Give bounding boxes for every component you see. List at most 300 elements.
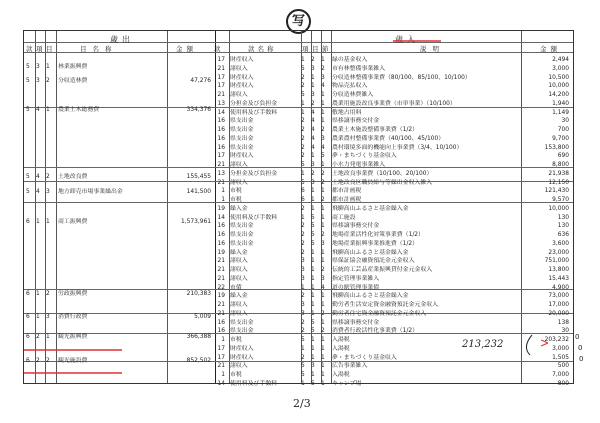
revenue-setsu: 1	[321, 92, 325, 98]
revenue-name: 県支出金	[230, 223, 254, 230]
revenue-name: 財産収入	[230, 354, 254, 361]
revenue-kan: 21	[217, 363, 225, 370]
revenue-moku: 5	[311, 214, 315, 221]
revenue-moku: 4	[311, 135, 315, 142]
revenue-setsu: 5	[321, 153, 325, 160]
revenue-kan: 16	[217, 135, 225, 142]
revenue-desc: 広告事業雑入	[332, 363, 368, 370]
revenue-name: 諸収入	[230, 310, 248, 317]
revenue-kan: 13	[217, 100, 225, 107]
revenue-name: 使用料及び手数料	[230, 380, 278, 387]
revenue-kou: 3	[301, 267, 305, 273]
revenue-setsu: 1	[321, 100, 325, 107]
revenue-kan: 21	[217, 267, 225, 273]
revenue-kan: 16	[217, 223, 225, 230]
revenue-name: 市税	[230, 197, 242, 203]
revenue-kan: 14	[217, 109, 225, 116]
revenue-kan: 19	[217, 249, 225, 256]
revenue-setsu: 1	[321, 345, 325, 352]
revenue-header: 歳入	[395, 35, 419, 44]
revenue-name: 県支出金	[230, 135, 254, 142]
revenue-kou: 3	[301, 302, 305, 308]
revenue-kou: 6	[301, 188, 305, 195]
revenue-name: 市税	[230, 188, 242, 195]
revenue-kou: 2	[301, 83, 305, 90]
revenue-kou: 5	[301, 337, 305, 343]
revenue-name: 財産収入	[230, 83, 254, 90]
revenue-moku: 1	[311, 302, 315, 308]
revenue-amount: 3,600	[552, 240, 569, 247]
revenue-moku: 4	[311, 144, 315, 151]
expenditure-moku: 1	[46, 219, 50, 225]
expenditure-moku: 2	[46, 174, 50, 180]
svg-text:0: 0	[579, 355, 584, 363]
expenditure-amount: 5,009	[194, 314, 211, 320]
revenue-kan: 16	[217, 319, 225, 326]
revenue-desc: 土地改良区職員給与等繰出金収入雑入	[332, 179, 433, 186]
expenditure-amount: 47,276	[190, 78, 211, 84]
revenue-moku: 1	[311, 188, 315, 195]
revenue-setsu: 2	[321, 197, 325, 203]
revenue-kou: 5	[301, 372, 305, 378]
revenue-name: 市税	[230, 337, 242, 343]
header-kou-rev: 項	[302, 45, 309, 53]
revenue-kan: 1	[221, 188, 225, 195]
revenue-desc: 農業土木施設整備事業費（1/2）	[332, 127, 419, 133]
revenue-kan: 16	[217, 328, 225, 335]
revenue-name: 県支出金	[230, 144, 254, 151]
revenue-moku: 1	[311, 153, 315, 160]
revenue-desc: 分収造林費雑入	[332, 92, 374, 98]
revenue-kou: 1	[301, 100, 305, 107]
revenue-kan: 1	[221, 372, 225, 378]
revenue-kou: 2	[301, 135, 305, 142]
expenditure-kan: 6	[26, 358, 30, 364]
revenue-name: 財産収入	[230, 57, 254, 63]
revenue-desc: 地場産業振興事業推進費（1/2）	[332, 240, 419, 247]
revenue-moku: 5	[311, 319, 315, 326]
revenue-moku: 2	[311, 57, 315, 63]
revenue-desc: キャンプ場	[332, 380, 362, 387]
revenue-kou: 2	[301, 118, 305, 125]
revenue-name: 財産収入	[230, 345, 254, 352]
expenditure-name: 林業振興費	[58, 64, 88, 70]
revenue-kou: 3	[301, 258, 305, 265]
expenditure-kou: 3	[36, 78, 40, 84]
revenue-desc: 勤労者住宅資金融資預託金元金収入	[332, 310, 427, 317]
revenue-kou: 5	[301, 179, 305, 186]
revenue-setsu: 3	[321, 74, 325, 81]
revenue-amount: 800	[557, 380, 569, 387]
expenditure-kan: 6	[26, 219, 30, 225]
revenue-kan: 22	[217, 284, 225, 291]
expenditure-kan: 5	[26, 107, 30, 113]
revenue-setsu: 1	[321, 188, 325, 195]
revenue-setsu: 1	[321, 354, 325, 361]
revenue-name: 市債	[230, 284, 242, 291]
revenue-kou: 1	[301, 345, 305, 352]
revenue-amount: 14,200	[548, 92, 569, 98]
revenue-desc: 都市計画税	[332, 197, 362, 203]
revenue-name: 諸収入	[230, 162, 248, 168]
revenue-desc: 飛騨高山ふるさと基金繰入金	[332, 205, 409, 212]
expenditure-name: 分収造林費	[58, 78, 88, 84]
revenue-kou: 1	[301, 57, 305, 63]
revenue-setsu: 1	[321, 109, 325, 116]
header-kou: 項	[36, 45, 43, 53]
revenue-kan: 17	[217, 354, 225, 361]
expenditure-moku: 1	[46, 107, 50, 113]
expenditure-name: 商工振興費	[58, 219, 88, 225]
revenue-kan: 19	[217, 205, 225, 212]
revenue-setsu: 1	[321, 363, 325, 370]
revenue-kan: 17	[217, 345, 225, 352]
revenue-name: 県支出金	[230, 240, 254, 247]
revenue-setsu: 1	[321, 337, 325, 343]
expenditure-kou: 2	[36, 334, 40, 340]
expenditure-moku: 2	[46, 358, 50, 364]
expenditure-moku: 3	[46, 189, 50, 195]
revenue-kan: 13	[217, 170, 225, 177]
revenue-setsu: 1	[321, 380, 325, 387]
revenue-moku: 5	[311, 232, 315, 238]
expenditure-moku: 2	[46, 291, 50, 297]
revenue-name: 繰入金	[230, 293, 248, 300]
revenue-kan: 14	[217, 380, 225, 387]
revenue-amount: 1,505	[552, 354, 569, 361]
revenue-setsu: 1	[321, 372, 325, 378]
revenue-kou: 2	[301, 74, 305, 81]
expenditure-amount: 141,500	[186, 189, 211, 195]
revenue-amount: 73,000	[548, 293, 569, 300]
revenue-kan: 21	[217, 179, 225, 186]
revenue-moku: 4	[311, 127, 315, 133]
revenue-name: 県支出金	[230, 232, 254, 238]
revenue-amount: 9,700	[552, 135, 569, 142]
revenue-name: 諸収入	[230, 258, 248, 265]
revenue-amount: 203,232	[544, 337, 569, 343]
revenue-amount: 2,494	[552, 57, 569, 63]
revenue-kan: 17	[217, 83, 225, 90]
revenue-amount: 3,000	[552, 65, 569, 72]
revenue-setsu: 1	[321, 223, 325, 230]
revenue-setsu: 1	[321, 249, 325, 256]
header-kan-rev: 款	[214, 45, 221, 53]
revenue-desc: 商工施設	[332, 214, 356, 221]
revenue-kan: 16	[217, 144, 225, 151]
svg-text:0: 0	[575, 333, 580, 341]
revenue-setsu: 2	[321, 328, 325, 335]
revenue-setsu: 1	[321, 57, 325, 63]
revenue-amount: 8,800	[552, 162, 569, 168]
revenue-desc: 農村環境多面的機能向上事業費（3/4、10/100）	[332, 144, 463, 151]
expenditure-amount: 366,388	[186, 334, 211, 340]
revenue-moku: 1	[311, 284, 315, 291]
revenue-amount: 17,000	[548, 302, 569, 308]
revenue-amount: 20,000	[548, 310, 569, 317]
revenue-kou: 2	[301, 144, 305, 151]
revenue-amount: 10,500	[548, 74, 569, 81]
revenue-desc: 県移譲事務交付金	[332, 319, 380, 326]
revenue-name: 繰入金	[230, 249, 248, 256]
revenue-desc: 飛騨高山ふるさと基金繰入金	[332, 293, 409, 300]
expenditure-kan: 5	[26, 78, 30, 84]
revenue-moku: 1	[311, 74, 315, 81]
revenue-amount: 10,000	[548, 205, 569, 212]
revenue-desc: 都市計画税	[332, 188, 362, 195]
revenue-desc: 県移譲事務交付金	[332, 118, 380, 125]
revenue-name: 使用料及び手数料	[230, 214, 278, 221]
revenue-desc: 市有林整備事業雑入	[332, 65, 386, 72]
revenue-desc: 飛騨高山ふるさと基金繰入金	[332, 249, 409, 256]
revenue-desc: 農業農村整備事業費（40/100、45/100）	[332, 135, 445, 142]
revenue-kan: 16	[217, 127, 225, 133]
revenue-desc: 道の駅管理事業債	[332, 284, 380, 291]
revenue-amount: 9,570	[552, 197, 569, 203]
revenue-setsu: 2	[321, 179, 325, 186]
revenue-moku: 2	[311, 170, 315, 177]
revenue-amount: 500	[557, 363, 569, 370]
revenue-kan: 14	[217, 214, 225, 221]
revenue-setsu: 1	[321, 118, 325, 125]
revenue-amount: 130	[557, 214, 569, 221]
revenue-moku: 3	[311, 363, 315, 370]
revenue-setsu: 1	[321, 214, 325, 221]
expenditure-kan: 5	[26, 174, 30, 180]
revenue-moku: 5	[311, 223, 315, 230]
revenue-kan: 1	[221, 197, 225, 203]
expenditure-amount: 852,502	[186, 358, 211, 364]
revenue-desc: 消費者行政活性化事業費（1/2）	[332, 328, 419, 335]
page-number: 2/3	[293, 397, 311, 410]
revenue-desc: 地場産業活性化対策事業費（1/2）	[332, 232, 424, 238]
revenue-moku: 1	[311, 275, 315, 282]
revenue-setsu: 3	[321, 135, 325, 142]
expenditure-kou: 2	[36, 358, 40, 364]
revenue-setsu: 2	[321, 170, 325, 177]
expenditure-amount: 334,376	[186, 107, 211, 113]
revenue-moku: 3	[311, 162, 315, 168]
revenue-setsu: 2	[321, 127, 325, 133]
revenue-moku: 2	[311, 100, 315, 107]
revenue-moku: 1	[311, 258, 315, 265]
header-moku: 目	[46, 45, 53, 53]
revenue-kan: 1	[221, 337, 225, 343]
revenue-moku: 4	[311, 109, 315, 116]
revenue-amount: 23,000	[548, 249, 569, 256]
revenue-desc: 入湯税	[332, 345, 350, 352]
revenue-desc: 指定管理事業雑入	[332, 275, 380, 282]
revenue-setsu: 1	[321, 293, 325, 300]
revenue-kou: 2	[301, 328, 305, 335]
expenditure-kan: 5	[26, 64, 30, 70]
expenditure-kou: 4	[36, 189, 40, 195]
revenue-moku: 3	[311, 65, 315, 72]
expenditure-name: 地方卸売市場事業繰出金	[58, 189, 123, 195]
revenue-amount: 1,149	[552, 109, 569, 116]
revenue-setsu: 4	[321, 284, 325, 291]
revenue-moku: 1	[311, 372, 315, 378]
revenue-kan: 17	[217, 57, 225, 63]
revenue-name: 県支出金	[230, 118, 254, 125]
expenditure-kan: 6	[26, 291, 30, 297]
revenue-name: 県支出金	[230, 328, 254, 335]
expenditure-kan: 6	[26, 314, 30, 320]
revenue-name: 繰入金	[230, 205, 248, 212]
revenue-kou: 2	[301, 319, 305, 326]
revenue-moku: 3	[311, 92, 315, 98]
revenue-amount: 690	[557, 153, 569, 160]
expenditure-name: 観光施設費	[58, 358, 88, 364]
header-amount: 金額	[176, 45, 197, 53]
expenditure-moku: 3	[46, 314, 50, 320]
revenue-kou: 2	[301, 240, 305, 247]
revenue-amount: 3,000	[552, 345, 569, 352]
revenue-kou: 1	[301, 380, 305, 387]
expenditure-amount: 210,383	[186, 291, 211, 297]
revenue-kou: 2	[301, 232, 305, 238]
revenue-kou: 5	[301, 92, 305, 98]
revenue-amount: 21,938	[548, 170, 569, 177]
expenditure-kou: 4	[36, 174, 40, 180]
revenue-kou: 1	[301, 284, 305, 291]
revenue-kou: 2	[301, 354, 305, 361]
revenue-name: 諸収入	[230, 267, 248, 273]
revenue-amount: 4,900	[552, 284, 569, 291]
revenue-amount: 7,000	[552, 372, 569, 378]
revenue-kan: 17	[217, 74, 225, 81]
revenue-desc: 敷地占用料	[332, 109, 362, 116]
revenue-amount: 15,443	[548, 275, 569, 282]
revenue-kou: 3	[301, 275, 305, 282]
revenue-moku: 4	[311, 118, 315, 125]
revenue-kou: 1	[301, 170, 305, 177]
revenue-name: 使用料及び手数料	[230, 109, 278, 116]
copy-stamp: 写	[286, 9, 311, 34]
revenue-setsu: 1	[321, 319, 325, 326]
revenue-moku: 1	[311, 267, 315, 273]
revenue-moku: 1	[311, 197, 315, 203]
revenue-desc: 分収造林整備事業費（80/100、85/100、10/100）	[332, 74, 471, 81]
revenue-amount: 1,940	[552, 100, 569, 107]
revenue-kou: 1	[301, 109, 305, 116]
revenue-setsu: 1	[321, 302, 325, 308]
revenue-name: 諸収入	[230, 275, 248, 282]
expenditure-kou: 3	[36, 64, 40, 70]
revenue-moku: 1	[311, 293, 315, 300]
revenue-setsu: 3	[321, 275, 325, 282]
header-revenue-amount: 金額	[540, 45, 561, 53]
revenue-kan: 21	[217, 162, 225, 168]
revenue-amount: 12,150	[548, 179, 569, 186]
revenue-amount: 700	[557, 127, 569, 133]
expenditure-name: 消費行政費	[58, 314, 88, 320]
revenue-setsu: 1	[321, 162, 325, 168]
header-item-name: 目名称	[80, 45, 118, 53]
revenue-kan: 16	[217, 240, 225, 247]
revenue-name: 諸収入	[230, 92, 248, 98]
handwritten-total: 213,232	[462, 339, 504, 350]
revenue-kou: 2	[301, 249, 305, 256]
revenue-desc: 伝統的工芸品産業振興貸付金元金収入	[332, 267, 433, 273]
revenue-kan: 17	[217, 153, 225, 160]
expenditure-name: 農業土木総務費	[58, 107, 100, 113]
revenue-desc: 緑の基金収入	[332, 57, 368, 63]
revenue-desc: 夢・まちづくり基金収入	[332, 153, 397, 160]
revenue-kan: 21	[217, 258, 225, 265]
revenue-moku: 1	[311, 249, 315, 256]
revenue-kou: 6	[301, 197, 305, 203]
expenditure-name: 土地改良費	[58, 174, 88, 180]
expenditure-name: 観光振興費	[58, 334, 88, 340]
revenue-moku: 1	[311, 345, 315, 352]
revenue-setsu: 3	[321, 240, 325, 247]
revenue-moku: 1	[311, 337, 315, 343]
revenue-setsu: 2	[321, 232, 325, 238]
expenditure-kou: 1	[36, 314, 40, 320]
revenue-desc: 夢・まちづくり基金収入	[332, 354, 397, 361]
check-mark	[541, 340, 548, 346]
expenditure-kou: 4	[36, 107, 40, 113]
revenue-moku: 5	[311, 380, 315, 387]
revenue-moku: 1	[311, 205, 315, 212]
revenue-name: 諸収入	[230, 302, 248, 308]
expenditure-kan: 5	[26, 189, 30, 195]
expenditure-moku: 2	[46, 78, 50, 84]
revenue-kan: 21	[217, 92, 225, 98]
revenue-setsu: 1	[321, 205, 325, 212]
expenditure-name: 労政振興費	[58, 291, 88, 297]
revenue-amount: 153,800	[544, 144, 569, 151]
revenue-name: 財産収入	[230, 153, 254, 160]
revenue-desc: 入湯税	[332, 337, 350, 343]
bracket-mark	[526, 335, 532, 355]
revenue-amount: 121,430	[544, 188, 569, 195]
expenditure-moku: 1	[46, 64, 50, 70]
revenue-name: 諸収入	[230, 65, 248, 72]
revenue-setsu: 4	[321, 144, 325, 151]
revenue-setsu: 2	[321, 310, 325, 317]
revenue-amount: 30	[561, 118, 569, 125]
revenue-kou: 2	[301, 205, 305, 212]
revenue-amount: 13,800	[548, 267, 569, 273]
expenditure-amount: 1,573,961	[181, 219, 211, 225]
expenditure-moku: 1	[46, 334, 50, 340]
revenue-desc: 勤労者生活安定資金融資預託金元金収入	[332, 302, 439, 308]
revenue-desc: 土地改良事業費（10/100、20/100）	[332, 170, 433, 177]
revenue-name: 市税	[230, 372, 242, 378]
revenue-setsu: 1	[321, 258, 325, 265]
revenue-moku: 3	[311, 179, 315, 186]
expenditure-header: 歳出	[110, 35, 134, 44]
header-kan: 款	[26, 45, 33, 53]
header-setsu: 節	[322, 45, 329, 53]
revenue-name: 分担金及び負担金	[230, 170, 278, 177]
revenue-name: 県支出金	[230, 319, 254, 326]
revenue-setsu: 2	[321, 267, 325, 273]
revenue-moku: 5	[311, 240, 315, 247]
revenue-amount: 10,000	[548, 83, 569, 90]
header-account-name: 款名称	[248, 45, 277, 53]
revenue-moku: 5	[311, 328, 315, 335]
revenue-name: 諸収入	[230, 179, 248, 186]
revenue-amount: 130	[557, 223, 569, 230]
revenue-desc: 県保証協会融資預託金元金収入	[332, 258, 415, 265]
expenditure-amount: 155,455	[186, 174, 211, 180]
revenue-desc: 物品売払収入	[332, 83, 368, 90]
revenue-amount: 138	[557, 319, 569, 326]
revenue-moku: 1	[311, 310, 315, 317]
